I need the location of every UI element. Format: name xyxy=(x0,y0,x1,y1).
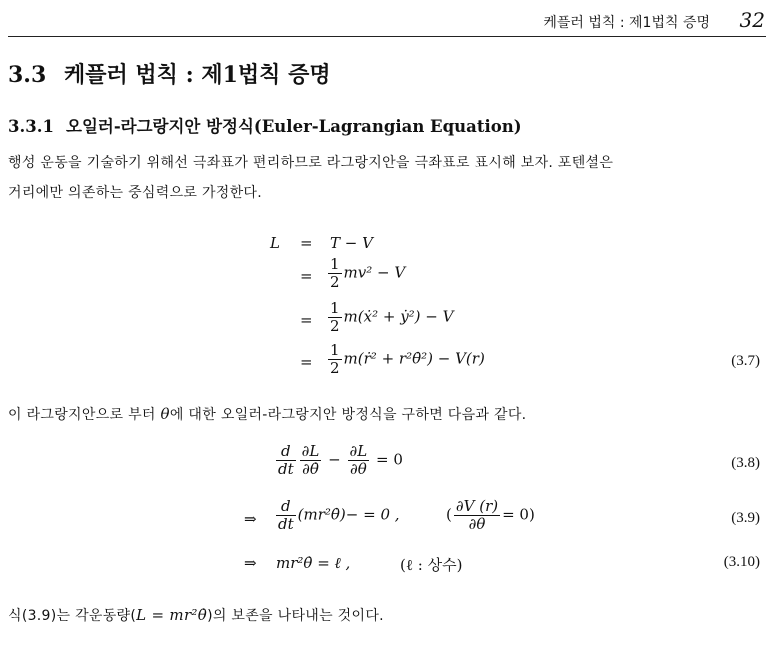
header-rule xyxy=(8,36,766,37)
eq38-minus: − xyxy=(328,450,341,469)
mid-paragraph xyxy=(8,404,526,424)
eq39-body-text: (mr²θ̇)− = 0 , xyxy=(297,505,400,524)
subsection-number: 3.3.1 xyxy=(8,117,54,136)
eq37-row4-half-den: 2 xyxy=(330,359,340,377)
running-header-title: 케플러 법칙 : 제1법칙 증명 xyxy=(543,15,710,31)
eq37-row1: T − V xyxy=(330,234,373,252)
subsection-title-ko: 오일러-라그랑지안 방정식 xyxy=(66,117,254,136)
eq39-dV-num: ∂V (r) xyxy=(455,497,499,515)
eq37-equals-1: = xyxy=(300,234,313,252)
eq310-body: mr²θ̇ = ℓ , xyxy=(276,554,351,572)
eq38-dL2-num: ∂L xyxy=(349,442,368,460)
eq39-dt-den: dt xyxy=(278,515,294,533)
section-title: 케플러 법칙 : 제1법칙 증명 xyxy=(64,62,331,88)
eq39-label: (3.9) xyxy=(731,510,760,526)
eq38-body xyxy=(274,443,403,478)
eq37-row2-half-den: 2 xyxy=(330,273,340,291)
closing-before: 식(3.9)는 각운동량( xyxy=(8,608,137,624)
mid-paragraph-after: 에 대한 오일러-라그랑지안 방정식을 구하면 다음과 같다. xyxy=(169,407,527,423)
eq37-row3-half-den: 2 xyxy=(330,317,340,335)
subsection-title-en: (Euler-Lagrangian Equation) xyxy=(253,117,522,136)
mid-paragraph-theta: θ xyxy=(160,405,170,423)
eq39-d-num: d xyxy=(276,498,296,516)
eq37-lhs: L xyxy=(270,234,280,252)
eq38-dL-num: ∂L xyxy=(301,442,320,460)
eq310-note: (ℓ : 상수) xyxy=(400,556,463,574)
closing-after: )의 보존을 나타내는 것이다. xyxy=(207,608,384,624)
eq37-row4 xyxy=(326,342,485,377)
intro-paragraph-line2: 거리에만 의존하는 중심력으로 가정한다. xyxy=(8,185,263,201)
eq37-row3 xyxy=(326,300,453,335)
eq39-condition xyxy=(446,498,535,533)
eq39-body xyxy=(274,498,400,533)
eq310-arrow: ⇒ xyxy=(244,554,257,572)
eq310-label: (3.10) xyxy=(723,554,760,570)
eq38-label: (3.8) xyxy=(731,455,760,471)
eq38-dthetadot-den: ∂θ̇ xyxy=(302,460,319,478)
eq39-dtheta-den: ∂θ xyxy=(468,515,486,533)
eq37-row3-rest: m(ẋ² + ẏ²) − V xyxy=(343,307,454,326)
eq37-row3-half-num: 1 xyxy=(330,299,340,317)
mid-paragraph-before: 이 라그랑지안으로 부터 xyxy=(8,407,161,423)
eq37-row2-rest: mv² − V xyxy=(343,263,406,282)
eq37-label: (3.7) xyxy=(731,353,760,369)
eq37-equals-2: = xyxy=(300,267,313,285)
eq39-paren-open: ( xyxy=(446,505,452,524)
section-heading xyxy=(8,58,331,89)
eq37-row4-half-num: 1 xyxy=(330,341,340,359)
eq37-row2-half-num: 1 xyxy=(330,255,340,273)
eq37-equals-4: = xyxy=(300,353,313,371)
eq38-dt-den: dt xyxy=(278,460,294,478)
subsection-heading xyxy=(8,113,522,137)
page-number: 32 xyxy=(739,8,765,32)
eq37-equals-3: = xyxy=(300,311,313,329)
eq39-paren-rest: = 0) xyxy=(502,505,535,524)
closing-math: L = mr²θ̇ xyxy=(136,606,208,624)
eq37-row2 xyxy=(326,256,405,291)
eq38-rhs: = 0 xyxy=(376,450,403,469)
eq37-row4-rest: m(ṙ² + r²θ̇²) − V(r) xyxy=(343,349,485,368)
eq39-arrow: ⇒ xyxy=(244,510,257,528)
closing-paragraph xyxy=(8,605,384,625)
eq38-d-num: d xyxy=(276,443,296,461)
section-number: 3.3 xyxy=(8,62,47,88)
eq38-dtheta-den: ∂θ xyxy=(349,460,367,478)
intro-paragraph-line1: 행성 운동을 기술하기 위해선 극좌표가 편리하므로 라그랑지안을 극좌표로 표시해 보자. 포텐셜은 xyxy=(8,155,614,171)
